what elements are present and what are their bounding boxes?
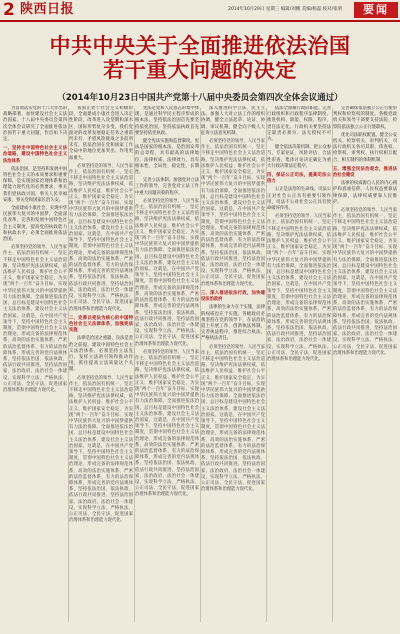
paragraph: 必须坚持党的领导、人民当家作主、依法治国有机统一，坚定不移走中国特色社会主义法治道路，坚决维护宪法法律权威，依法维护人民权益、维护社会公平正义、维护国家安全稳定，为实现“两个一百年”奋斗目标、实现中华民族伟大复兴的中国梦提供有力法治保障。全面推进依法治国，总目标是建设中国特色社会主义法治体系，建设社会主义法治国家。这就是，在中国共产党领导下，坚持中国特色社会主义制度，贯彻中国特色社会主义法治理论，形成完备的法律规范体系、高效的法治实施体系、严密的法治监督体系、有力的法治保障体系，形成完善的党内法规体系，坚持依法治国、依法执政、依法行政共同推进，坚持法治国家、法治政府、法治社会一体建设，实现科学立法、严格执法、公正司法、全民守法，促进国家治理体系和治理能力现代化。: [135, 349, 199, 498]
header-rule: [0, 20, 400, 22]
paragraph: 必须坚持党的领导、人民当家作主、依法治国有机统一，坚定不移走中国特色社会主义法治道路，坚决维护宪法法律权威，依法维护人民权益、维护社会公平正义、维护国家安全稳定，为实现“两个一百年”奋斗目标、实现中华民族伟大复兴的中国梦提供有力法治保障。全面推进依法治国，总目标是建设中国特色社会主义法治体系，建设社会主义法治国家。这就是，在中国共产党领导下，坚持中国特色社会主义制度，贯彻中国特色社会主义法治理论，形成完备的法律规范体系、高效的法治实施体系、严密的法治监督体系、有力的法治保障体系，形成完善的党内法规体系，坚持依法治国、依法执政、依法行政共同推进，坚持法治国家、法治政府、法治社会一体建设，实现科学立法、严格执法、公正司法、全民守法，促进国家治理体系和治理能力现代化。: [135, 198, 199, 347]
article-column-5: [267, 106, 331, 626]
paragraph: 优化司法职权配置。健全公安机关、检察机关、审判机关、司法行政机关各司其职，侦查权、检察权、审判权、执行权相互配合、相互制约的体制机制。: [333, 132, 397, 163]
paragraph: 必须坚持党的领导、人民当家作主、依法治国有机统一，坚定不移走中国特色社会主义法治道路，坚决维护宪法法律权威，依法维护人民权益、维护社会公平正义、维护国家安全稳定，为实现“两个一百年”奋斗目标、实现中华民族伟大复兴的中国梦提供有力法治保障。全面推进依法治国，总目标是建设中国特色社会主义法治体系，建设社会主义法治国家。这就是，在中国共产党领导下，坚持中国特色社会主义制度，贯彻中国特色社会主义法治理论，形成完备的法律规范体系、高效的法治实施体系、严密的法治监督体系、有力的法治保障体系，形成完善的党内法规体系，坚持依法治国、依法执政、依法行政共同推进，坚持法治国家、法治政府、法治社会一体建设，实现科学立法、严格执法、公正司法、全民守法，促进国家治理体系和治理能力现代化。: [201, 344, 265, 493]
newspaper-masthead: 陕西日报: [20, 2, 75, 17]
paragraph: 完善立法体制。加强党对立法工作的领导，完善党对立法工作中重大问题决策的程序。: [135, 178, 199, 196]
paragraph: 必须坚持党的领导、人民当家作主、依法治国有机统一，坚定不移走中国特色社会主义法治道路，坚决维护宪法法律权威，依法维护人民权益、维护社会公平正义、维护国家安全稳定，为实现“两个一百年”奋斗目标、实现中华民族伟大复兴的中国梦提供有力法治保障。全面推进依法治国，总目标是建设中国特色社会主义法治体系，建设社会主义法治国家。这就是，在中国共产党领导下，坚持中国特色社会主义制度，贯彻中国特色社会主义法治理论，形成完备的法律规范体系、高效的法治实施体系、严密的法治监督体系、有力的法治保障体系，形成完善的党内法规体系，坚持依法治国、依法执政、依法行政共同推进，坚持法治国家、法治政府、法治社会一体建设，实现科学立法、严格执法、公正司法、全民守法，促进国家治理体系和治理能力现代化。: [201, 139, 265, 287]
article-column-3: [135, 106, 199, 626]
section-heading: 三、深入推进依法行政，加快建设法治政府: [201, 290, 265, 303]
paragraph: 深入推进科学立法、民主立法。加强人大对立法工作的组织协调，健全立法起草、论证、协调、审议机制，健全向下级人大征询立法意见机制。: [201, 106, 265, 136]
paragraph: 必须坚持党的领导、人民当家作主、依法治国有机统一，坚定不移走中国特色社会主义法治道路，坚决维护宪法法律权威，依法维护人民权益、维护社会公平正义、维护国家安全稳定，为实现“两个一百年”奋斗目标、实现中华民族伟大复兴的中国梦提供有力法治保障。全面推进依法治国，总目标是建设中国特色社会主义法治体系，建设社会主义法治国家。这就是，在中国共产党领导下，坚持中国特色社会主义制度，贯彻中国特色社会主义法治理论，形成完备的法律规范体系、高效的法治实施体系、严密的法治监督体系、有力的法治保障体系，形成完善的党内法规体系，坚持依法治国、依法执政、依法行政共同推进，坚持法治国家、法治政府、法治社会一体建设，实现科学立法、严格执法、公正司法、全民守法，促进国家治理体系和治理能力现代化。: [69, 375, 133, 524]
paragraph: 法律是治国之重器，良法是善治之前提。建设中国特色社会主义法治体系，必须坚持立法先行，发挥立法的引领和推动作用，抓住提高立法质量这个关键。: [69, 336, 133, 373]
column-divider: [134, 108, 135, 622]
paragraph: 我国正处于社会主义初级阶段，全面建成小康社会进入决定性阶段，改革进入攻坚期和深水区，国际形势复杂多变，我们党面对的改革发展稳定任务之重前所未有、矛盾风险挑战之多前所未有，依法治国在党和国家工作全局中的地位更加突出、作用更加重大。: [69, 106, 133, 161]
paragraph: 必须坚持党的领导、人民当家作主、依法治国有机统一，坚定不移走中国特色社会主义法治道路，坚决维护宪法法律权威，依法维护人民权益、维护社会公平正义、维护国家安全稳定，为实现“两个一百年”奋斗目标、实现中华民族伟大复兴的中国梦提供有力法治保障。全面推进依法治国，总目标是建设中国特色社会主义法治体系，建设社会主义法治国家。这就是，在中国共产党领导下，坚持中国特色社会主义制度，贯彻中国特色社会主义法治理论，形成完备的法律规范体系、高效的法治实施体系、严密的法治监督体系、有力的法治保障体系，形成完善的党内法规体系，坚持依法治国、依法执政、依法行政共同推进，坚持法治国家、法治政府、法治社会一体建设，实现科学立法、严格执法、公正司法、全民守法，促进国家治理体系和治理能力现代化。: [267, 214, 331, 362]
paragraph: 必须坚持党的领导、人民当家作主、依法治国有机统一，坚定不移走中国特色社会主义法治道路，坚决维护宪法法律权威，依法维护人民权益、维护社会公平正义、维护国家安全稳定，为实现“两个一百年”奋斗目标、实现中华民族伟大复兴的中国梦提供有力法治保障。全面推进依法治国，总目标是建设中国特色社会主义法治体系，建设社会主义法治国家。这就是，在中国共产党领导下，坚持中国特色社会主义制度，贯彻中国特色社会主义法治理论，形成完备的法律规范体系、高效的法治实施体系、严密的法治监督体系、有力的法治保障体系，形成完善的党内法规体系，坚持依法治国、依法执政、依法行政共同推进，坚持法治国家、法治政府、法治社会一体建设，实现科学立法、严格执法、公正司法、全民守法，促进国家治理体系和治理能力现代化。: [69, 163, 133, 312]
paragraph: 完善确保依法独立公正行使审判权和检察权的制度。各级党政机关和领导干部要支持法院、检察院依法独立公正行使职权。: [333, 106, 397, 130]
paragraph: 全面建成小康社会、实现中华民族伟大复兴的中国梦，全面深化改革、完善和发展中国特色社会主义制度，提高党的执政能力和执政水平，必须全面推进依法治国。: [3, 206, 67, 243]
page-number: 2: [3, 0, 15, 20]
column-divider: [266, 108, 267, 622]
paragraph: 法律的生命力在于实施，法律的权威也在于实施。各级政府必须坚持在党的领导下、在法治轨道上开展工作，创新执法体制，完善执法程序，推进综合执法，严格执法责任。: [201, 305, 265, 342]
headline-subtitle: （2014年10月23日中国共产党第十八届中央委员会第四次全体会议通过）: [57, 93, 343, 103]
paragraph: 依法治国，是坚持和发展中国特色社会主义的本质要求和重要保障，是实现国家治理体系和治理能力现代化的必然要求，事关我们党执政兴国，事关人民幸福安康，事关党和国家长治久安。: [3, 166, 67, 203]
paragraph: 必须坚持党的领导、人民当家作主、依法治国有机统一，坚定不移走中国特色社会主义法治道路，坚决维护宪法法律权威，依法维护人民权益、维护社会公平正义、维护国家安全稳定，为实现“两个一百年”奋斗目标、实现中华民族伟大复兴的中国梦提供有力法治保障。全面推进依法治国，总目标是建设中国特色社会主义法治体系，建设社会主义法治国家。这就是，在中国共产党领导下，坚持中国特色社会主义制度，贯彻中国特色社会主义法治理论，形成完备的法律规范体系、高效的法治实施体系、严密的法治监督体系、有力的法治保障体系，形成完善的党内法规体系，坚持依法治国、依法执政、依法行政共同推进，坚持法治国家、法治政府、法治社会一体建设，实现科学立法、严格执法、公正司法、全民守法，促进国家治理体系和治理能力现代化。: [3, 245, 67, 393]
article-column-6: [333, 106, 397, 626]
paragraph: 必须坚持党的领导、人民当家作主、依法治国有机统一，坚定不移走中国特色社会主义法治道路，坚决维护宪法法律权威，依法维护人民权益、维护社会公平正义、维护国家安全稳定，为实现“两个一百年”奋斗目标、实现中华民族伟大复兴的中国梦提供有力法治保障。全面推进依法治国，总目标是建设中国特色社会主义法治体系，建设社会主义法治国家。这就是，在中国共产党领导下，坚持中国特色社会主义制度，贯彻中国特色社会主义法治理论，形成完备的法律规范体系、高效的法治实施体系、严密的法治监督体系、有力的法治保障体系，形成完善的党内法规体系，坚持依法治国、依法执政、依法行政共同推进，坚持法治国家、法治政府、法治社会一体建设，实现科学立法、严格执法、公正司法、全民守法，促进国家治理体系和治理能力现代化。: [333, 208, 397, 356]
article-column-1: [3, 106, 67, 626]
page-header: [0, 0, 400, 22]
section-heading: 一、坚持走中国特色社会主义法治道路，建设中国特色社会主义法治体系: [3, 146, 67, 164]
section-heading: 四、保证公正司法，提高司法公信力: [267, 173, 331, 185]
paragraph: 健全依法决策机制。把公众参与、专家论证、风险评估、合法性审查、集体讨论决定确定为重大行政决策法定程序。: [267, 145, 331, 169]
headline-line2: 若干重大问题的决定: [103, 58, 297, 82]
article-column-4: [201, 106, 265, 626]
column-divider: [68, 108, 69, 622]
headline-line1: 中共中央关于全面推进依法治国: [49, 34, 351, 58]
column-divider: [200, 108, 201, 622]
paragraph: 公正是法治的生命线。司法公正对社会公正具有重要引领作用，司法不公对社会公正具有致命破坏作用。: [267, 187, 331, 212]
section-tab[interactable]: 要闻: [354, 2, 398, 18]
section-heading: 二、完善以宪法为核心的中国特色社会主义法律体系，加强宪法实施: [69, 315, 133, 334]
paragraph: 宪法是党和人民意志的集中体现，是通过科学民主程序形成的根本法。坚持依法治国首先要坚持依宪治国，坚持依法执政首先要坚持依宪执政。: [135, 106, 199, 136]
paragraph: 依法全面履行政府职能。完善行政组织和行政程序法律制度，推进机构、职能、权限、程序、责任法定化。行政机关要坚持法定职责必须为、法无授权不可为。: [267, 106, 331, 143]
article-column-2: [69, 106, 133, 626]
issue-meta: 2014年10月29日 星期三 编辑/刘鹏 美编/杨磊 校对/张明: [228, 7, 343, 12]
paragraph: 法律的权威源自人民的内心拥护和真诚信仰。人民权益要靠法律保障，法律权威要靠人民维护。: [333, 181, 397, 205]
paragraph: 为贯彻落实党的十八大作出的战略部署，加快建设社会主义法治国家，十八届中央委员会第四次全体会议研究了全面推进依法治国若干重大问题，作出如下决定。: [3, 106, 67, 143]
paragraph: 健全宪法实施和监督制度。宪法是国家的根本法，是治国安邦的总章程，具有最高的法律地位、法律权威、法律效力，具有根本性、全局性、稳定性、长期性。: [135, 139, 199, 176]
section-heading: 五、增强全民法治观念，推进法治社会建设: [333, 166, 397, 179]
column-divider: [332, 108, 333, 622]
